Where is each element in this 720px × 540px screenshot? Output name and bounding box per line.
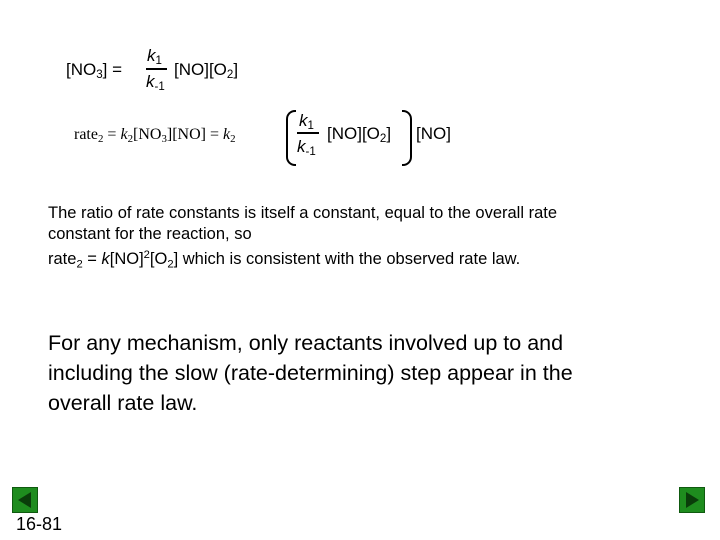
explanation-line-2: constant for the reaction, so — [48, 225, 252, 243]
eq2-lhs: rate$_2$ = $k_2[NO_3][NO] = k_2$ — [74, 126, 236, 146]
eq1-numerator: $k_1$ — [147, 46, 162, 68]
triangle-left-icon — [12, 487, 38, 513]
eq2-inner: $[NO][O_2]$ — [327, 124, 392, 146]
mechanism-note-paragraph — [48, 328, 573, 418]
eq1-lhs-end: ] = — [102, 60, 123, 79]
eq1-rhs: $[NO][O_2]$ — [174, 60, 239, 82]
eq2-denominator: $k_{-1}$ — [297, 137, 316, 159]
eq1-lhs-sub: 3 — [96, 69, 103, 82]
eq1-lhs: [NO — [66, 60, 97, 79]
slide-number: 16-81 — [16, 514, 63, 534]
previous-slide-button[interactable] — [12, 487, 38, 513]
next-slide-button[interactable] — [679, 487, 705, 513]
mechanism-note-line-2: including the slow (rate-determining) step appear in the — [48, 361, 573, 385]
triangle-right-icon — [679, 487, 705, 513]
eq1-denominator: $k_{-1}$ — [146, 72, 165, 94]
eq2-right-paren — [402, 110, 412, 166]
eq1-fraction-bar — [146, 68, 167, 70]
explanation-line-1: The ratio of rate constants is itself a constant, equal to the overall rate — [48, 204, 558, 222]
mechanism-note-line-1: For any mechanism, only reactants involved up to and — [48, 331, 564, 355]
explanation-line-3: rate$_2$ = $k[NO]^2[O_2]$ which is consistent with the observed rate law. — [48, 249, 521, 271]
eq2-outer: [NO] — [416, 124, 451, 143]
eq2-left-paren — [286, 110, 296, 166]
explanation-paragraph — [48, 203, 557, 275]
eq2-fraction-bar — [297, 132, 319, 134]
mechanism-note-line-3: overall rate law. — [48, 391, 198, 415]
eq2-numerator: $k_1$ — [299, 111, 314, 133]
